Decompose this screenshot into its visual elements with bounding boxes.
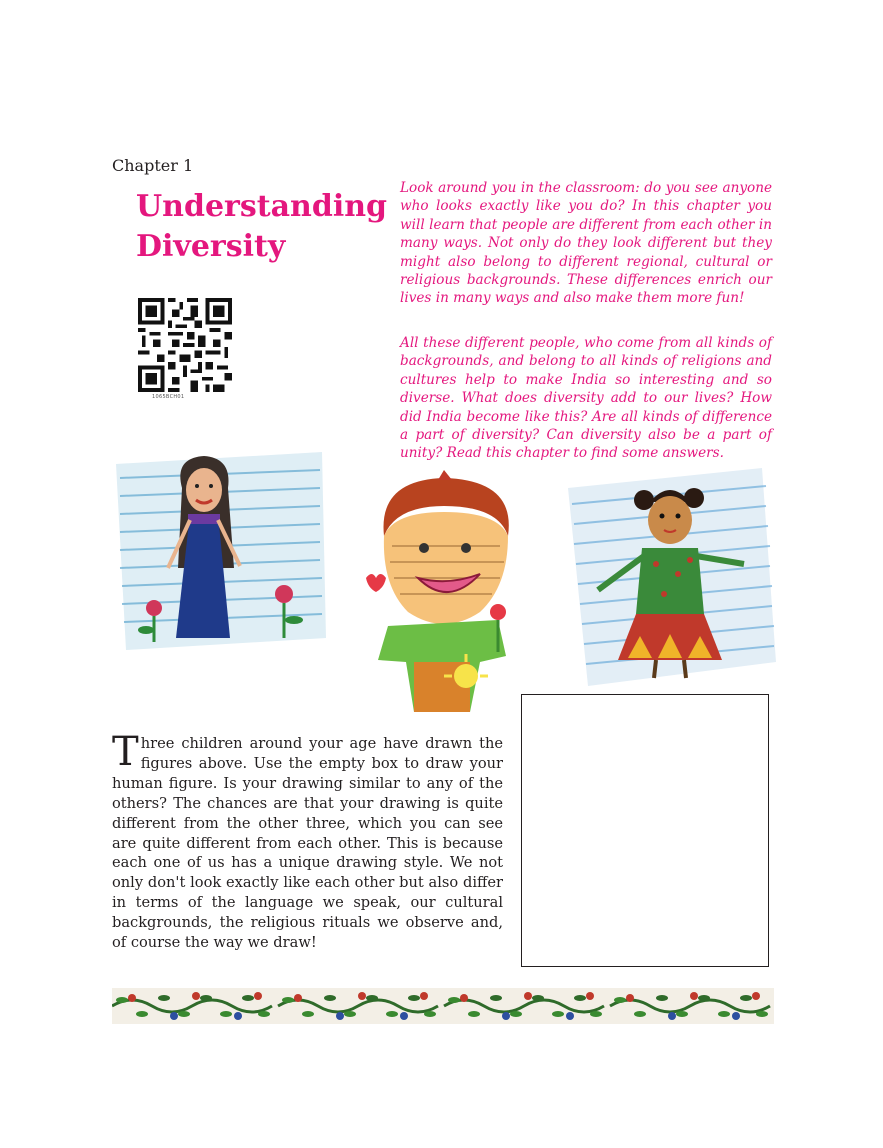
chapter-title-line-2: Diversity (136, 229, 286, 264)
chapter-title (136, 187, 386, 267)
intro-paragraph-2: All these different people, who come from all kinds of backgrounds, and belong to all kinds of religions and cultures help to make India so interesting and so diverse. What does diversity add to our lives? How did India become like this? Are all kinds of difference a part of diversity? Can diversity also be a part of unity? Read this chapter to find some answers. (400, 335, 772, 462)
child-drawing-boy-red-hair (348, 466, 536, 712)
intro-paragraph-1: Look around you in the classroom: do you see anyone who looks exactly like you do? In this chapter you will learn that people are different from each other in many ways. Not only do they look different but they might also belong to different regional, cultural or religious backgrounds. These differences enrich our lives in many ways and also make them more fun! (400, 180, 772, 307)
chapter-title-line-1: Understanding (136, 189, 388, 224)
floral-border-decoration (112, 988, 774, 1024)
qr-code-label: 1065BCH01 (152, 394, 185, 400)
child-drawing-girl-blue-dress (112, 448, 330, 654)
qr-code-image (138, 298, 232, 392)
chapter-label: Chapter 1 (112, 156, 194, 175)
body-paragraph (112, 729, 503, 953)
body-paragraph-text: hree children around your age have drawn the figures above. Use the empty box to draw your human figure. Is your drawing similar to any of the others? The chances are that your drawing is quite different from the other three, which you can see are quite different from each other. This is because each one of us has a unique drawing style. We not only don't look exactly like each other but also differ in terms of the language we speak, our cultural backgrounds, the religious rituals we observe and, of course the way we draw! (112, 735, 503, 952)
child-drawing-girl-patterned-dress (566, 464, 778, 690)
drop-cap: T (112, 729, 139, 775)
empty-drawing-box[interactable] (521, 694, 769, 967)
